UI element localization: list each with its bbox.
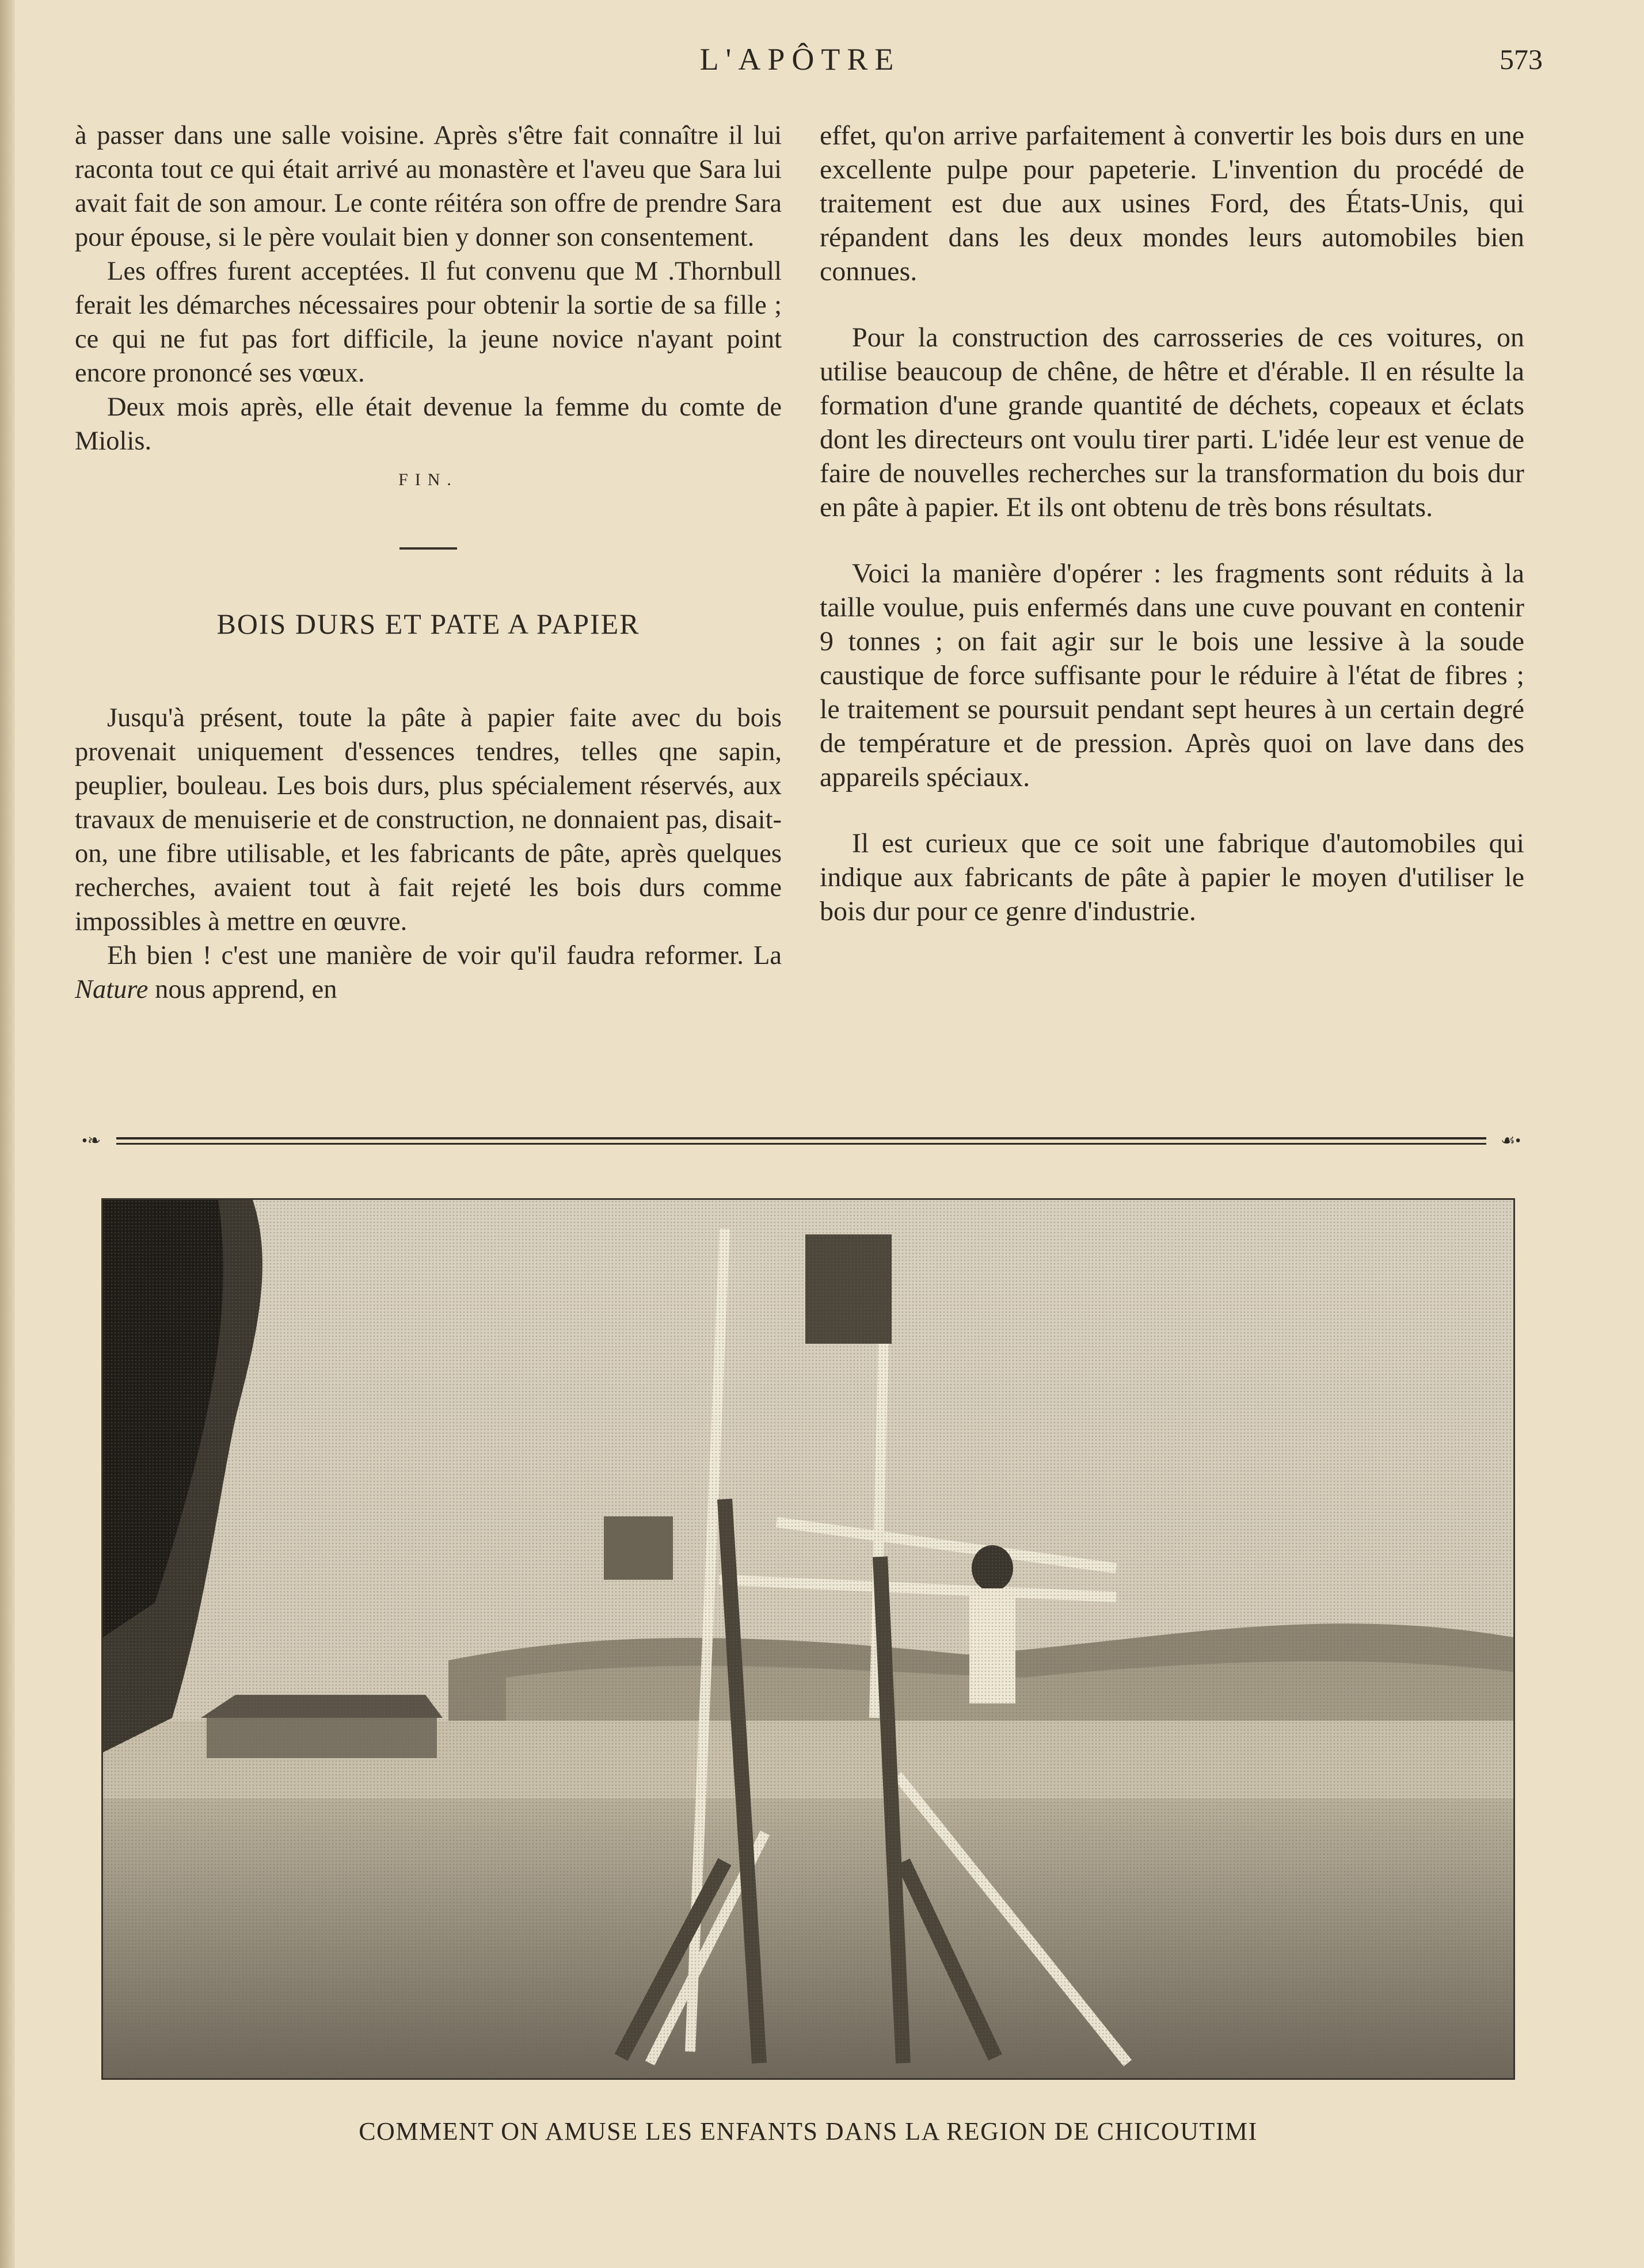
left-column [75,119,782,1007]
story-paragraph: Les offres furent acceptées. Il fut convenu que M .Thornbull ferait les démarches nécessaires pour obtenir la sortie de sa fille ; ce qui ne fut pas fort difficile, la jeune novice n'ayant point encore prononcé ses vœux. [75,257,782,388]
article-text: Eh bien ! c'est une manière de voir qu'il faudra reformer. La [107,941,782,970]
article-text: nous apprend, en [148,975,337,1004]
page-number: 573 [1500,43,1543,75]
photograph [101,1198,1515,2080]
photograph-illustration [103,1200,1513,2078]
article-paragraph: Jusqu'à présent, toute la pâte à papier faite avec du bois provenait uniquement d'essences tendres, telles qne sapin, peuplier, bouleau. Les bois durs, plus spécialement réservés, aux travaux de menuiserie et de construction, ne donnaient pas, disait-on, une fibre utilisable, et les fabricants de pâte, après quelques recherches, avaient tout à fait rejeté les bois durs comme impossibles à mettre en œuvre. [75,703,782,936]
article-title: BOIS DURS ET PATE A PAPIER [216,608,640,640]
rule-line [116,1143,1486,1145]
figure-caption: COMMENT ON AMUSE LES ENFANTS DANS LA REGION DE CHICOUTIMI [359,2117,1258,2145]
right-column [820,119,1524,928]
rule-line [116,1137,1486,1139]
article-paragraph: Il est curieux que ce soit une fabrique d'automobiles qui indique aux fabricants de pâte à papier le moyen d'utiliser le bois dur pour ce genre d'industrie. [820,828,1524,927]
article-paragraph [75,939,782,1007]
section-divider [399,547,457,550]
article-italic-text: Nature [75,975,149,1004]
story-end-marker: FIN. [398,470,458,489]
ornamental-rule [82,1133,1521,1150]
page-binding-edge [0,0,15,2268]
ornament-right-icon: ☙• [1501,1132,1521,1150]
article-paragraph: Pour la construction des carrosseries de ces voitures, on utilise beaucoup de chêne, de hêtre et d'érable. Il en résulte la formation d'une grande quantité de déchets, copeaux et éclats dont les directeurs ont voulu tirer parti. L'idée leur est venue de faire de nouvelles recherches sur la transformation du bois dur en pâte à papier. Et ils ont obtenu de très bons résultats. [820,322,1524,523]
article-paragraph: effet, qu'on arrive parfaitement à convertir les bois durs en une excellente pulpe pour papeterie. L'invention du procédé de traitement est due aux usines Ford, des États-Unis, qui répandent dans les deux mondes leurs automobiles bien connues. [820,120,1524,287]
story-paragraph: Deux mois après, elle était devenue la femme du comte de Miolis. [75,392,782,456]
running-title: L'APÔTRE [699,42,901,77]
article-paragraph: Voici la manière d'opérer : les fragments sont réduits à la taille voulue, puis enfermés dans une cuve pouvant en contenir 9 tonnes ; on fait agir sur le bois une lessive à la soude caustique de force suffisante pour le réduire à l'état de fibres ; le traitement se poursuit pendant sept heures à un certain degré de température et de pression. Après quoi on lave dans des appareils spéciaux. [820,558,1524,792]
ornament-left-icon: •❧ [82,1132,101,1150]
story-paragraph: à passer dans une salle voisine. Après s'être fait connaître il lui raconta tout ce qui était arrivé au monastère et l'aveu que Sara lui avait fait de son amour. Le conte réitéra son offre de prendre Sara pour épouse, si le père voulait bien y donner son consentement. [75,121,782,252]
